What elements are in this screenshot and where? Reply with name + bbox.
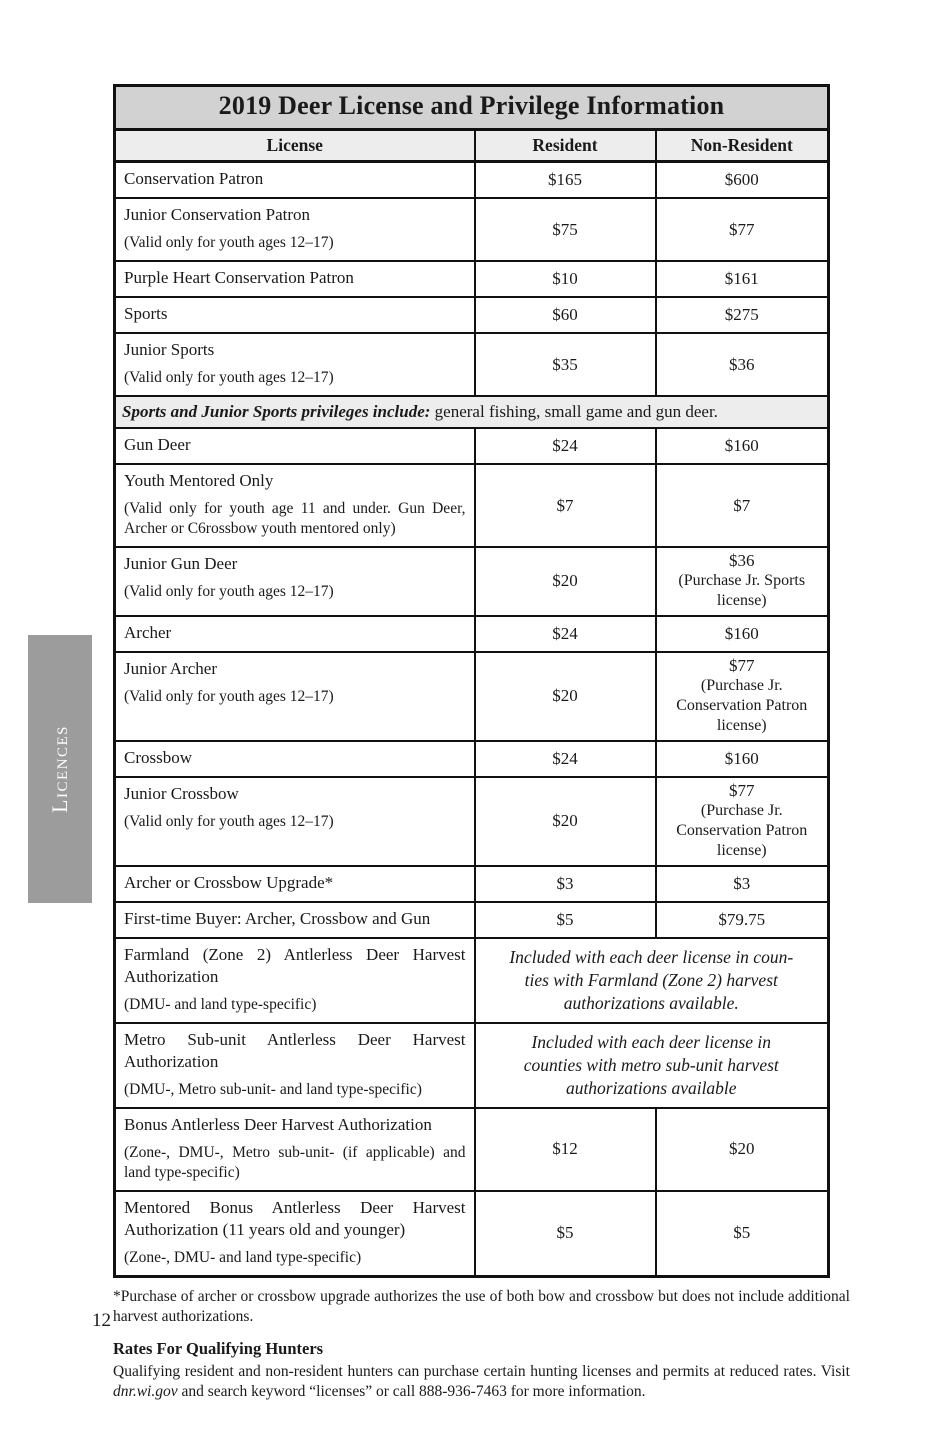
license-name: Conservation Patron bbox=[124, 169, 264, 188]
table-title-row bbox=[115, 86, 829, 130]
table-row bbox=[115, 777, 829, 866]
license-cell bbox=[115, 741, 475, 777]
table-row bbox=[115, 464, 829, 547]
table-header-row bbox=[115, 130, 829, 162]
table-row bbox=[115, 741, 829, 777]
license-cell bbox=[115, 1108, 475, 1191]
page-number: 12 bbox=[92, 1310, 111, 1331]
license-detail: (Valid only for youth ages 12–17) bbox=[124, 812, 334, 830]
resident-price-cell: $20 bbox=[475, 652, 656, 741]
license-cell bbox=[115, 866, 475, 902]
license-name: Purple Heart Conservation Patron bbox=[124, 268, 354, 288]
nonresident-price-cell: $36 bbox=[656, 333, 829, 396]
license-name: Mentored Bonus Antlerless Deer Harvest Authorization (11 years old and younger) bbox=[124, 1197, 466, 1239]
license-name: Sports bbox=[124, 304, 168, 324]
license-cell bbox=[115, 616, 475, 652]
license-cell bbox=[115, 198, 475, 261]
rates-paragraph bbox=[113, 1362, 850, 1403]
column-header-resident: Resident bbox=[475, 130, 656, 162]
table-row bbox=[115, 652, 829, 741]
rates-text-before: Qualifying resident and non-resident hunters can purchase certain hunting licenses and permits at reduced rates. Visit bbox=[113, 1362, 850, 1380]
license-detail: (Valid only for youth age 11 and under. Gun Deer, Archer or C6rossbow youth mentored only) bbox=[124, 500, 466, 538]
nonresident-price-cell: $77 (Purchase Jr. Conservation Patron license) bbox=[656, 652, 829, 741]
column-header-nonresident: Non-Resident bbox=[656, 130, 829, 162]
license-cell bbox=[115, 1023, 475, 1108]
nonresident-price-cell: $36 (Purchase Jr. Sports license) bbox=[656, 547, 829, 616]
dnr-website-link[interactable]: dnr.wi.gov bbox=[113, 1383, 178, 1400]
table-row bbox=[115, 396, 829, 428]
license-detail: (DMU-, Metro sub-unit- and land type-specific) bbox=[124, 1081, 422, 1099]
license-name: Junior Crossbow bbox=[124, 783, 239, 803]
license-detail: (Valid only for youth ages 12–17) bbox=[124, 234, 334, 252]
license-name: Gun Deer bbox=[124, 435, 191, 455]
included-note-cell: Included with each deer license in coun- ties with Farmland (Zone 2) harvest authorizations available. bbox=[475, 938, 829, 1023]
included-note-cell: Included with each deer license in counties with metro sub-unit harvest authorizations available bbox=[475, 1023, 829, 1108]
license-cell bbox=[115, 652, 475, 741]
sidebar-tab-label: Licences bbox=[47, 725, 73, 813]
resident-price-cell: $7 bbox=[475, 464, 656, 547]
license-name: Metro Sub-unit Antlerless Deer Harvest Authorization bbox=[124, 1029, 466, 1071]
resident-price-cell: $20 bbox=[475, 777, 656, 866]
table-row bbox=[115, 902, 829, 938]
license-detail: (Valid only for youth ages 12–17) bbox=[124, 583, 334, 601]
license-detail: (Valid only for youth ages 12–17) bbox=[124, 369, 334, 387]
license-table-body bbox=[115, 162, 829, 1277]
license-name: Junior Gun Deer bbox=[124, 553, 238, 573]
nonresident-price-cell: $600 bbox=[656, 162, 829, 199]
resident-price-cell: $35 bbox=[475, 333, 656, 396]
license-name: Junior Sports bbox=[124, 340, 215, 360]
license-name: Archer bbox=[124, 622, 172, 642]
license-cell bbox=[115, 1191, 475, 1277]
license-cell bbox=[115, 938, 475, 1023]
resident-price-cell: $5 bbox=[475, 902, 656, 938]
table-title: 2019 Deer License and Privilege Information bbox=[115, 86, 829, 130]
table-row bbox=[115, 428, 829, 464]
nonresident-price-cell: $77 bbox=[656, 198, 829, 261]
nonresident-price-cell: $3 bbox=[656, 866, 829, 902]
nonresident-price-cell: $5 bbox=[656, 1191, 829, 1277]
privileges-banner-cell bbox=[115, 396, 829, 428]
resident-price-cell: $5 bbox=[475, 1191, 656, 1277]
license-cell bbox=[115, 261, 475, 297]
table-row bbox=[115, 198, 829, 261]
document-page bbox=[113, 84, 853, 1402]
banner-lead-text: Sports and Junior Sports privileges include: bbox=[122, 402, 431, 422]
rates-heading: Rates For Qualifying Hunters bbox=[113, 1338, 324, 1358]
license-cell bbox=[115, 464, 475, 547]
nonresident-price-note: (Purchase Jr. Sports license) bbox=[678, 571, 806, 610]
nonresident-price-cell: $79.75 bbox=[656, 902, 829, 938]
nonresident-price-cell: $275 bbox=[656, 297, 829, 333]
license-name: Archer or Crossbow Upgrade* bbox=[124, 872, 334, 892]
nonresident-price-cell: $160 bbox=[656, 616, 829, 652]
license-cell bbox=[115, 547, 475, 616]
license-detail: (Zone-, DMU- and land type-specific) bbox=[124, 1248, 362, 1266]
resident-price-cell: $165 bbox=[475, 162, 656, 199]
license-name: First-time Buyer: Archer, Crossbow and Gun bbox=[124, 908, 431, 928]
license-table bbox=[113, 84, 830, 1278]
license-cell bbox=[115, 297, 475, 333]
table-row bbox=[115, 162, 829, 199]
license-cell bbox=[115, 902, 475, 938]
resident-price-cell: $20 bbox=[475, 547, 656, 616]
table-row bbox=[115, 616, 829, 652]
nonresident-price-note: (Purchase Jr. Conservation Patron license) bbox=[676, 676, 808, 735]
resident-price-cell: $60 bbox=[475, 297, 656, 333]
license-cell bbox=[115, 428, 475, 464]
license-detail: (DMU- and land type-specific) bbox=[124, 996, 317, 1014]
sidebar-tab-licences bbox=[28, 635, 92, 903]
resident-price-cell: $24 bbox=[475, 616, 656, 652]
license-cell bbox=[115, 777, 475, 866]
table-row bbox=[115, 547, 829, 616]
nonresident-price-cell: $7 bbox=[656, 464, 829, 547]
license-cell bbox=[115, 333, 475, 396]
rates-text-after: and search keyword “licenses” or call 888-936-7463 for more information. bbox=[177, 1383, 646, 1400]
resident-price-cell: $24 bbox=[475, 741, 656, 777]
license-name: Bonus Antlerless Deer Harvest Authorization bbox=[124, 1114, 432, 1134]
nonresident-price-cell: $161 bbox=[656, 261, 829, 297]
license-name: Junior Conservation Patron bbox=[124, 205, 311, 225]
license-name: Farmland (Zone 2) Antlerless Deer Harvest Authorization bbox=[124, 944, 466, 986]
table-row bbox=[115, 297, 829, 333]
license-cell bbox=[115, 162, 475, 199]
banner-rest-text: general fishing, small game and gun deer. bbox=[430, 402, 718, 422]
table-row bbox=[115, 261, 829, 297]
nonresident-price-cell: $77 (Purchase Jr. Conservation Patron license) bbox=[656, 777, 829, 866]
resident-price-cell: $24 bbox=[475, 428, 656, 464]
nonresident-price-cell: $160 bbox=[656, 741, 829, 777]
table-row bbox=[115, 333, 829, 396]
resident-price-cell: $10 bbox=[475, 261, 656, 297]
asterisk-footnote: *Purchase of archer or crossbow upgrade authorizes the use of both bow and crossbow but does not include additional harvest authorizations. bbox=[113, 1287, 850, 1326]
table-row bbox=[115, 1191, 829, 1277]
table-row bbox=[115, 938, 829, 1023]
nonresident-price-cell: $160 bbox=[656, 428, 829, 464]
table-row bbox=[115, 866, 829, 902]
license-name: Youth Mentored Only bbox=[124, 471, 274, 491]
resident-price-cell: $3 bbox=[475, 866, 656, 902]
column-header-license: License bbox=[115, 130, 475, 162]
table-row bbox=[115, 1108, 829, 1191]
nonresident-price-cell: $20 bbox=[656, 1108, 829, 1191]
nonresident-price-note: (Purchase Jr. Conservation Patron license) bbox=[676, 801, 808, 860]
license-detail: (Zone-, DMU-, Metro sub-unit- (if applicable) and land type-specific) bbox=[124, 1143, 466, 1181]
resident-price-cell: $75 bbox=[475, 198, 656, 261]
license-name: Junior Archer bbox=[124, 658, 218, 678]
resident-price-cell: $12 bbox=[475, 1108, 656, 1191]
license-detail: (Valid only for youth ages 12–17) bbox=[124, 687, 334, 705]
license-name: Crossbow bbox=[124, 747, 193, 767]
footnotes-section bbox=[113, 1287, 850, 1403]
table-row bbox=[115, 1023, 829, 1108]
